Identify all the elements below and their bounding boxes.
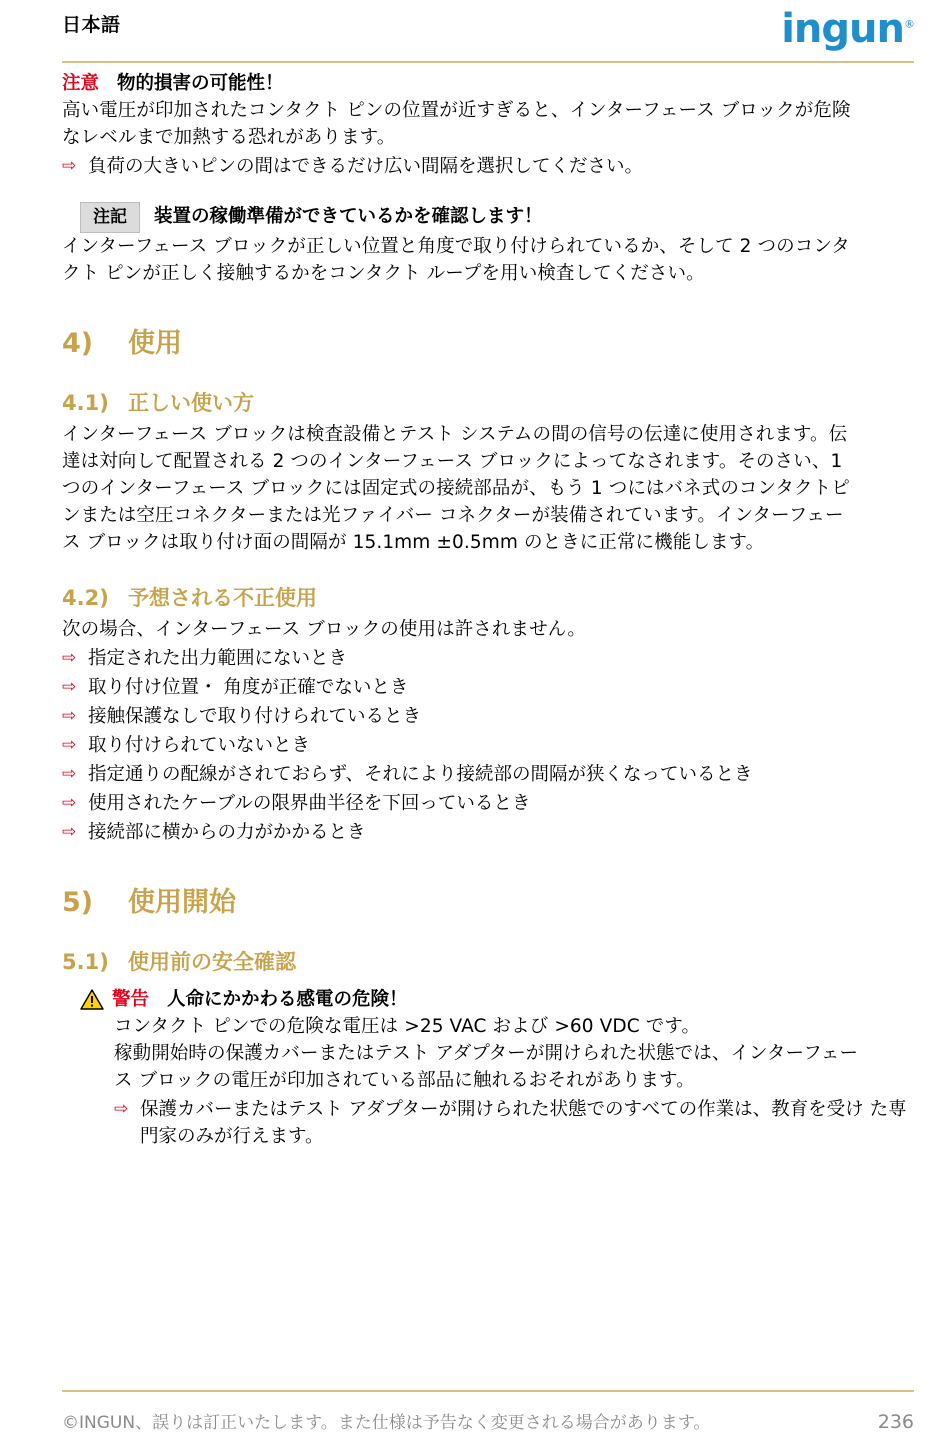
chapter-5-number: 5) (62, 887, 94, 918)
warning-body-line-3: ス ブロックの電圧が印加されている部品に触れるおそれがあります。 (114, 1070, 695, 1091)
section-4-1-line-5: ス ブロックは取り付け面の間隔が 15.1mm ±0.5mm のときに正常に機能します。 (62, 532, 765, 553)
notice-action-row (62, 153, 922, 180)
note-heading (80, 202, 922, 233)
list-item-label: 指定された出力範囲にないとき (88, 648, 348, 669)
chapter-4-title: 使用 (128, 328, 182, 359)
warning-action-line-1: 保護カバーまたはテスト アダプターが開けられた状態でのすべての作業は、教育を受け (140, 1099, 864, 1120)
notice-heading (62, 70, 922, 97)
notice-block (62, 70, 922, 180)
arrow-icon: ⇨ (62, 706, 77, 726)
page-content (62, 68, 922, 1150)
warning-body-line-2: 稼動開始時の保護カバーまたはテスト アダプターが開けられた状態では、インターフェー (114, 1043, 859, 1064)
page-number: 236 (877, 1411, 914, 1433)
header-divider (62, 61, 914, 63)
chapter-4-number: 4) (62, 328, 94, 359)
list-item-label: 指定通りの配線がされておらず、それにより接続部の間隔が狭くなっているとき (88, 764, 753, 785)
section-4-2-title: 予想される不正使用 (128, 586, 317, 610)
warning-action-line-2: た専門家のみが行えます。 (140, 1099, 907, 1147)
arrow-icon: ⇨ (62, 648, 77, 668)
warning-heading (80, 986, 922, 1013)
chapter-5-title: 使用開始 (128, 887, 236, 918)
warning-body (114, 1013, 922, 1150)
arrow-icon: ⇨ (62, 764, 77, 784)
arrow-icon: ⇨ (62, 156, 77, 176)
warning-triangle-icon (80, 989, 104, 1010)
section-4-1-number: 4.1) (62, 391, 109, 415)
header-language-label: 日本語 (62, 14, 121, 36)
warning-keyword: 警告 (112, 989, 150, 1010)
section-4-1-line-1: インターフェース ブロックは検査設備とテスト システムの間の信号の伝達に使用されます。伝 (62, 424, 848, 445)
list-item (62, 645, 922, 672)
page-header (0, 0, 950, 62)
section-4-2-intro: 次の場合、インターフェース ブロックの使用は許されません。 (62, 619, 587, 640)
arrow-icon: ⇨ (114, 1099, 129, 1119)
notice-body-line-1: 高い電圧が印加されたコンタクト ピンの位置が近すぎると、インターフェース ブロックが危険 (62, 100, 851, 121)
page-footer (62, 1408, 914, 1433)
logo-registered-mark: ® (904, 17, 914, 31)
warning-block (80, 986, 922, 1150)
arrow-icon: ⇨ (62, 793, 77, 813)
section-4-2-number: 4.2) (62, 586, 109, 610)
list-item (62, 732, 922, 759)
section-5-1-heading (62, 948, 922, 976)
footer-divider (62, 1390, 914, 1392)
footer-copyright: ©INGUN、誤りは訂正いたします。また仕様は予告なく変更される場合があります。 (62, 1413, 711, 1433)
list-item (62, 674, 922, 701)
section-4-1-line-4: ンまたは空圧コネクターまたは光ファイバー コネクターが装備されています。インターフェー (62, 505, 844, 526)
list-item (62, 819, 922, 846)
section-5-1-title: 使用前の安全確認 (128, 950, 296, 974)
list-item-label: 取り付けられていないとき (88, 735, 311, 756)
list-item (62, 790, 922, 817)
list-item-label: 接触保護なしで取り付けられているとき (88, 706, 422, 727)
chapter-5-heading (62, 886, 922, 920)
arrow-icon: ⇨ (62, 822, 77, 842)
note-title: 装置の稼働準備ができているかを確認します！ (154, 206, 543, 227)
warning-action-row (114, 1096, 922, 1150)
list-item (62, 761, 922, 788)
note-block (62, 202, 922, 287)
section-4-1-title: 正しい使い方 (128, 391, 254, 415)
section-4-1-line-2: 達は対向して配置される 2 つのインターフェース ブロックによってなされます。そのさい、1 (62, 451, 843, 472)
arrow-icon: ⇨ (62, 677, 77, 697)
notice-body-line-2: なレベルまで加熱する恐れがあります。 (62, 127, 396, 148)
ingun-logo (781, 6, 914, 52)
note-body-line-2: クト ピンが正しく接触するかをコンタクト ループを用い検査してください。 (62, 263, 705, 284)
section-5-1-number: 5.1) (62, 950, 109, 974)
chapter-4-heading (62, 327, 922, 361)
notice-keyword: 注意 (62, 73, 100, 94)
arrow-icon: ⇨ (62, 735, 77, 755)
warning-title: 人命にかかわる感電の危険！ (167, 989, 408, 1010)
section-4-2-heading (62, 584, 922, 612)
list-item-label: 取り付け位置・ 角度が正確でないとき (88, 677, 409, 698)
note-badge: 注記 (80, 202, 140, 233)
notice-title: 物的損害の可能性！ (117, 73, 284, 94)
warning-action-text (140, 1096, 922, 1150)
list-item-label: 使用されたケーブルの限界曲半径を下回っているとき (88, 793, 531, 814)
list-item (62, 703, 922, 730)
list-item-label: 接続部に横からの力がかかるとき (88, 822, 366, 843)
logo-text: ingun (781, 6, 904, 52)
notice-action-text: 負荷の大きいピンの間はできるだけ広い間隔を選択してください。 (88, 156, 644, 177)
section-4-1-heading (62, 389, 922, 417)
warning-body-line-1: コンタクト ピンでの危険な電圧は >25 VAC および >60 VDC です。 (114, 1016, 701, 1037)
section-4-1-line-3: つのインターフェース ブロックには固定式の接続部品が、もう 1 つにはバネ式のコンタクトピ (62, 478, 850, 499)
note-body-line-1: インターフェース ブロックが正しい位置と角度で取り付けられているか、そして 2 つのコンタ (62, 236, 850, 257)
